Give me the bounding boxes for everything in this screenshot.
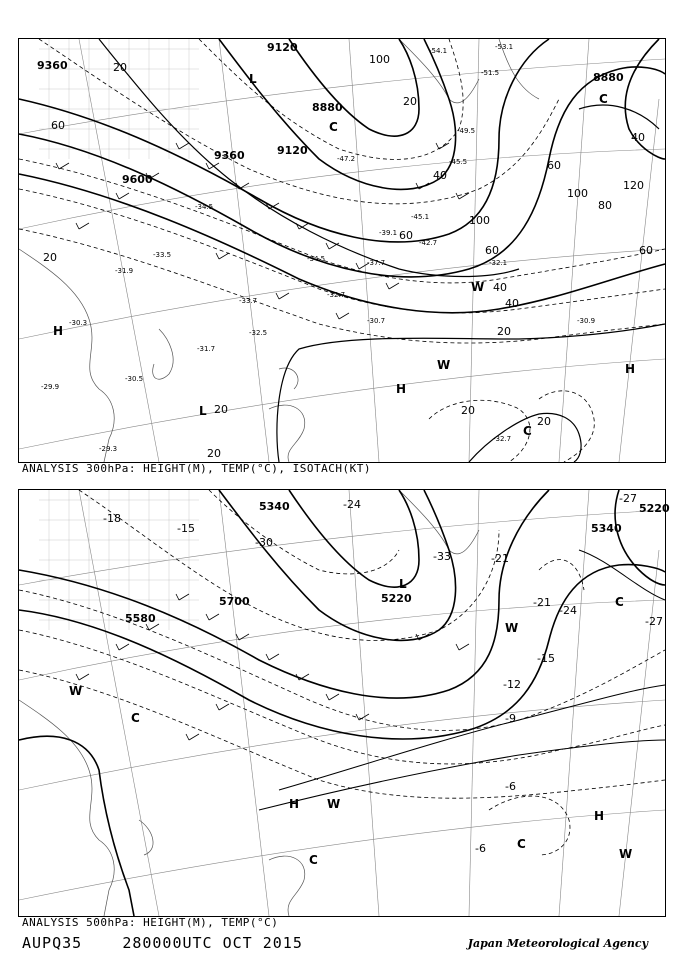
isotachs bbox=[99, 39, 665, 462]
temp-label: -45.5 bbox=[449, 158, 468, 166]
warm-marker: W bbox=[327, 797, 341, 811]
temp-label: -32.7 bbox=[327, 291, 346, 299]
chart-caption-500hpa: ANALYSIS 500hPa: HEIGHT(M), TEMP(°C) bbox=[22, 916, 279, 929]
high-pressure-marker: H bbox=[594, 809, 605, 823]
isotach-label: 20 bbox=[113, 61, 127, 74]
isotach-label: 80 bbox=[598, 199, 612, 212]
isotach-label: 20 bbox=[537, 415, 551, 428]
temp-label: -34.5 bbox=[307, 255, 326, 263]
height-label: 5340 bbox=[259, 500, 290, 513]
temp-label: -31.7 bbox=[197, 345, 216, 353]
temp-label: -27 bbox=[619, 492, 637, 505]
warm-marker: W bbox=[471, 280, 485, 294]
cold-marker: C bbox=[599, 92, 608, 106]
isotach-label: 20 bbox=[461, 404, 475, 417]
map-500hpa bbox=[19, 490, 670, 916]
low-pressure-marker: L bbox=[199, 404, 207, 418]
temp-label: -21 bbox=[491, 552, 509, 565]
temp-label: -29.9 bbox=[41, 383, 60, 391]
height-label: 5220 bbox=[639, 502, 670, 515]
temp-label: -24 bbox=[559, 604, 577, 617]
temp-label: -21 bbox=[533, 596, 551, 609]
temp-label: -32.5 bbox=[249, 329, 268, 337]
height-label: 9360 bbox=[214, 149, 245, 162]
cold-marker: C bbox=[131, 711, 140, 725]
temp-label: -51.5 bbox=[481, 69, 500, 77]
cold-marker: C bbox=[309, 853, 318, 867]
temp-label: -39.1 bbox=[379, 229, 398, 237]
isotach-label: 60 bbox=[639, 244, 653, 257]
temp-label: -6 bbox=[505, 780, 516, 793]
cold-marker: C bbox=[517, 837, 526, 851]
isotach-label: 40 bbox=[493, 281, 507, 294]
chart-identifier bbox=[22, 934, 303, 952]
low-pressure-marker: L bbox=[399, 577, 407, 591]
height-label: 5700 bbox=[219, 595, 250, 608]
isotach-label: 60 bbox=[399, 229, 413, 242]
height-label: 5340 bbox=[591, 522, 622, 535]
temp-label: -32.1 bbox=[489, 259, 508, 267]
isotach-label: 20 bbox=[214, 403, 228, 416]
chart-caption-300hpa: ANALYSIS 300hPa: HEIGHT(M), TEMP(°C), ISOTACH(KT) bbox=[22, 462, 372, 475]
warm-marker: W bbox=[437, 358, 451, 372]
isotach-label: 100 bbox=[567, 187, 588, 200]
isotach-label: 40 bbox=[631, 131, 645, 144]
isotach-label: 20 bbox=[43, 251, 57, 264]
high-pressure-marker: H bbox=[289, 797, 300, 811]
coastline bbox=[19, 490, 479, 916]
temp-label: -37.7 bbox=[367, 259, 386, 267]
high-pressure-marker: H bbox=[53, 324, 64, 338]
temp-label: -49.5 bbox=[457, 127, 476, 135]
isotach-label: 100 bbox=[369, 53, 390, 66]
high-pressure-marker: H bbox=[625, 362, 636, 376]
height-label: 5220 bbox=[381, 592, 412, 605]
height-label: 5580 bbox=[125, 612, 156, 625]
height-label: 9360 bbox=[37, 59, 68, 72]
temp-label: -15 bbox=[177, 522, 195, 535]
isotach-label: 100 bbox=[469, 214, 490, 227]
temp-label: -30.5 bbox=[125, 375, 144, 383]
temp-label: -47.2 bbox=[337, 155, 356, 163]
isotach-label: 40 bbox=[505, 297, 519, 310]
upper-air-chart-500hpa bbox=[18, 489, 670, 917]
temp-label: -15 bbox=[537, 652, 555, 665]
temp-label: -30.9 bbox=[577, 317, 596, 325]
temp-label: -6 bbox=[475, 842, 486, 855]
temp-label: -24 bbox=[343, 498, 361, 511]
temp-label: -27 bbox=[645, 615, 663, 628]
temp-label: -30.3 bbox=[69, 319, 88, 327]
temp-label: -9 bbox=[505, 712, 516, 725]
isotach-label: 60 bbox=[51, 119, 65, 132]
height-label: 9120 bbox=[267, 41, 298, 54]
map-300hpa bbox=[19, 39, 665, 462]
warm-marker: W bbox=[69, 684, 83, 698]
upper-air-chart-300hpa bbox=[18, 38, 666, 463]
warm-marker: W bbox=[619, 847, 633, 861]
isotach-label: 120 bbox=[623, 179, 644, 192]
temp-label: -30 bbox=[255, 536, 273, 549]
height-label: 8880 bbox=[593, 71, 624, 84]
height-label: 9600 bbox=[122, 173, 153, 186]
height-label: 8880 bbox=[312, 101, 343, 114]
cold-marker: C bbox=[615, 595, 624, 609]
grid-hatch bbox=[39, 39, 199, 159]
temp-label: -31.9 bbox=[115, 267, 134, 275]
agency-name: Japan Meteorological Agency bbox=[467, 937, 648, 950]
isotach-label: 20 bbox=[497, 325, 511, 338]
temp-label: -29.3 bbox=[99, 445, 118, 453]
temp-label: -53.1 bbox=[495, 43, 514, 51]
temp-label: -42.7 bbox=[419, 239, 438, 247]
low-pressure-marker: L bbox=[249, 72, 257, 86]
temp-label: -33.7 bbox=[239, 297, 258, 305]
temp-solid-lines bbox=[259, 550, 665, 810]
isotach-label: 20 bbox=[403, 95, 417, 108]
temp-label: -18 bbox=[103, 512, 121, 525]
temp-label: -34.5 bbox=[195, 203, 214, 211]
temp-label: -33.5 bbox=[153, 251, 172, 259]
grid-hatch bbox=[39, 490, 199, 630]
high-pressure-marker: H bbox=[396, 382, 407, 396]
temp-label: -30.7 bbox=[367, 317, 386, 325]
isotach-label: 60 bbox=[485, 244, 499, 257]
valid-time: 280000UTC OCT 2015 bbox=[122, 934, 303, 952]
temp-label: -33 bbox=[433, 550, 451, 563]
height-label: 9120 bbox=[277, 144, 308, 157]
cold-marker: C bbox=[329, 120, 338, 134]
temp-label: -54.1 bbox=[429, 47, 448, 55]
height-contours bbox=[19, 490, 665, 916]
temp-label: -45.1 bbox=[411, 213, 430, 221]
warm-marker: W bbox=[505, 621, 519, 635]
chart-code: AUPQ35 bbox=[22, 934, 83, 952]
isotach-label: 60 bbox=[547, 159, 561, 172]
isotherms bbox=[19, 490, 665, 855]
temp-label: -32.7 bbox=[493, 435, 512, 443]
cold-marker: C bbox=[523, 424, 532, 438]
isotach-label: 20 bbox=[207, 447, 221, 460]
isotach-label: 40 bbox=[433, 169, 447, 182]
temp-label: -12 bbox=[503, 678, 521, 691]
